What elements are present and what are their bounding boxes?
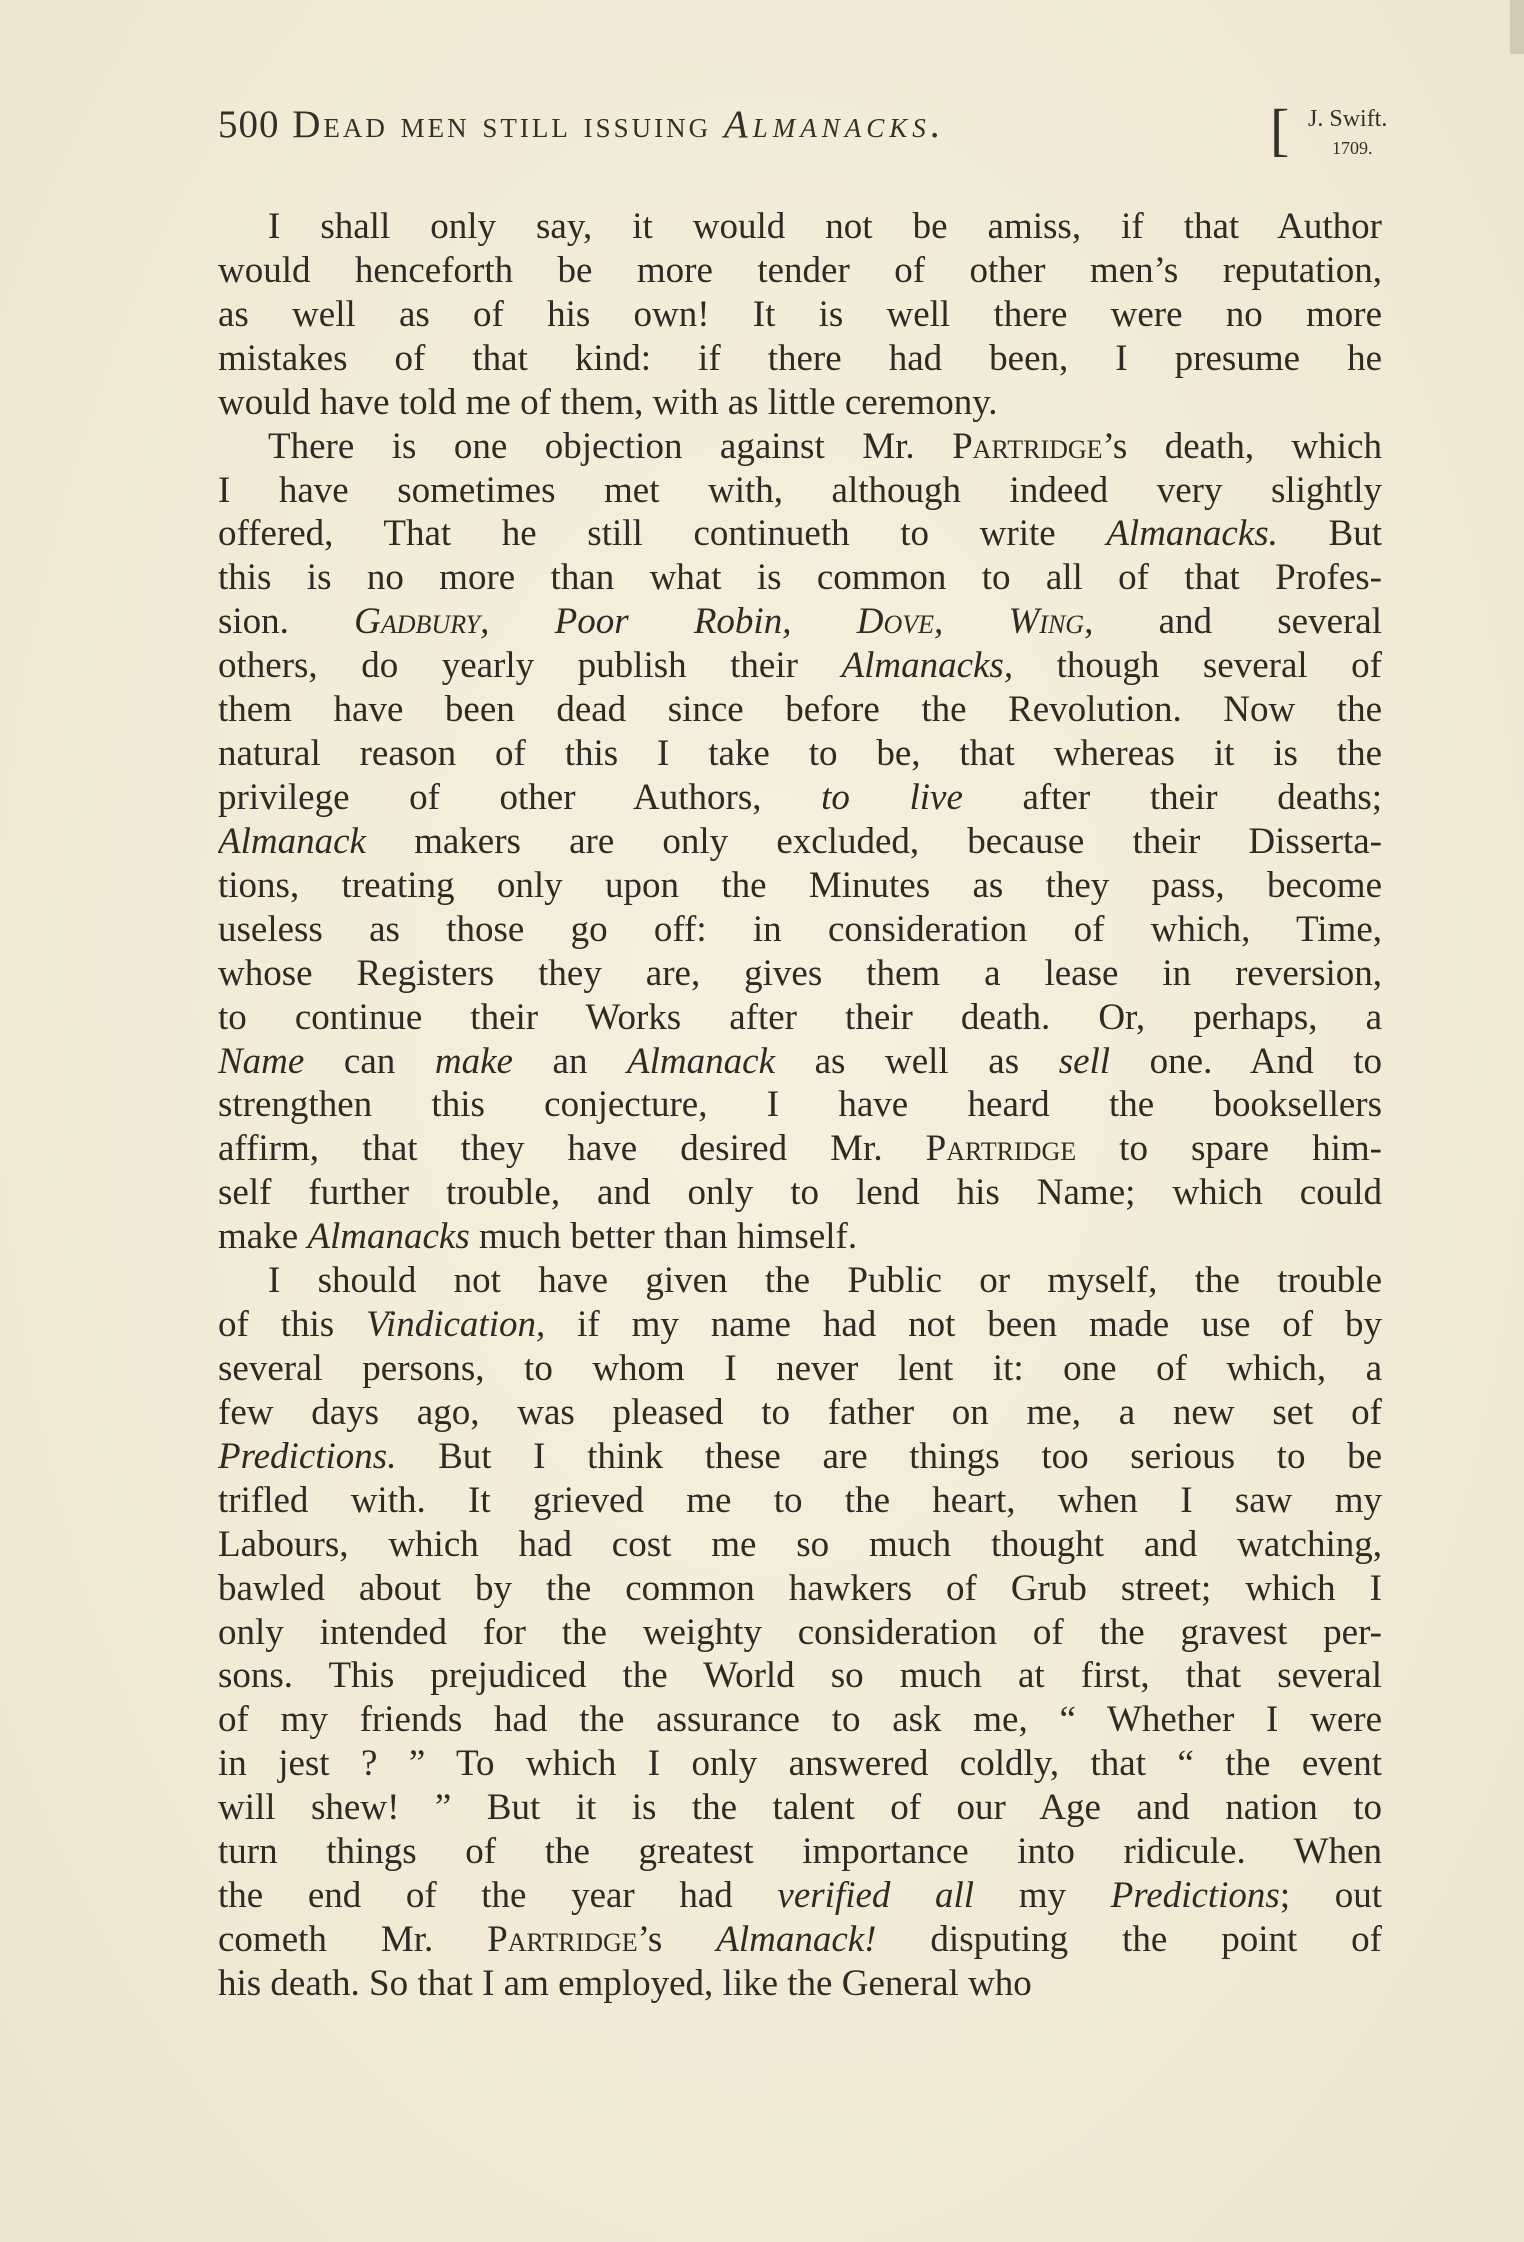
text-line: will shew! ” But it is the talent of our Age and nation to: [218, 1787, 1382, 1829]
text-line: I shall only say, it would not be amiss, if that Author: [268, 206, 1382, 247]
header-title: Dead men still issuing: [292, 103, 712, 146]
text-line: as well as of his own! It is well there were no more: [218, 293, 1382, 335]
text-line: useless as those go off: in consideration of which, Time,: [218, 908, 1382, 950]
text-line: bawled about by the common hawkers of Grub street; which I: [218, 1567, 1382, 1609]
text-line: would have told me of them, with as little ceremony.: [218, 381, 998, 423]
text-line: only intended for the weighty consideration of the gravest per-: [218, 1611, 1382, 1653]
text-line: I have sometimes met with, although indeed very slightly: [218, 469, 1382, 511]
header-title-italic: Almanacks.: [723, 103, 946, 146]
text-line: sons. This prejudiced the World so much at first, that several: [218, 1655, 1382, 1697]
text-line: them have been dead since before the Revolution. Now the: [218, 689, 1382, 731]
running-header: [218, 97, 1394, 174]
text-line: privilege of other Authors, to live after their deaths;: [218, 776, 1382, 818]
text-line: affirm, that they have desired Mr. Partridge to spare him-: [218, 1128, 1382, 1170]
text-line: his death. So that I am employed, like the General who: [218, 1962, 1032, 2004]
text-line: of this Vindication, if my name had not been made use of by: [218, 1304, 1382, 1346]
text-line: of my friends had the assurance to ask me, “ Whether I were: [218, 1699, 1382, 1741]
text-line: whose Registers they are, gives them a lease in reversion,: [218, 952, 1382, 994]
text-line: this is no more than what is common to all of that Profes-: [218, 557, 1382, 599]
text-line: several persons, to whom I never lent it: one of which, a: [218, 1347, 1382, 1389]
body-text: [218, 205, 1382, 2006]
text-line: Name can make an Almanack as well as sell one. And to: [218, 1040, 1382, 1082]
text-line: to continue their Works after their death. Or, perhaps, a: [218, 996, 1382, 1038]
text-line: I should not have given the Public or myself, the trouble: [268, 1260, 1382, 1302]
text-line: cometh Mr. Partridge’s Almanack! disputing the point of: [218, 1918, 1382, 1960]
text-line: trifled with. It grieved me to the heart, when I saw my: [218, 1479, 1382, 1521]
header-bracket: [: [1270, 97, 1290, 162]
header-year-reference: 1709.: [1332, 138, 1373, 158]
text-line: offered, That he still continueth to write Almanacks. But: [218, 513, 1382, 555]
text-line: There is one objection against Mr. Partridge’s death, which: [268, 425, 1382, 467]
text-line: sion. Gadbury, Poor Robin, Dove, Wing, and several: [218, 601, 1382, 643]
page-edge-mark: [1510, 0, 1524, 54]
page-number: 500: [218, 103, 280, 146]
text-line: natural reason of this I take to be, that whereas it is the: [218, 733, 1382, 775]
text-line: Labours, which had cost me so much thought and watching,: [218, 1523, 1382, 1565]
text-line: make Almanacks much better than himself.: [218, 1216, 858, 1258]
text-line: self further trouble, and only to lend his Name; which could: [218, 1172, 1382, 1214]
text-line: Almanack makers are only excluded, because their Disserta-: [218, 820, 1382, 862]
header-author-reference: J. Swift.: [1308, 106, 1388, 132]
text-line: turn things of the greatest importance into ridicule. When: [218, 1831, 1382, 1873]
text-line: tions, treating only upon the Minutes as they pass, become: [218, 864, 1382, 906]
text-line: strengthen this conjecture, I have heard the booksellers: [218, 1084, 1382, 1126]
text-line: Predictions. But I think these are things too serious to be: [218, 1435, 1382, 1477]
text-line: the end of the year had verified all my Predictions; out: [218, 1875, 1382, 1917]
text-line: in jest ? ” To which I only answered coldly, that “ the event: [218, 1743, 1382, 1785]
text-line: mistakes of that kind: if there had been, I presume he: [218, 337, 1382, 379]
text-line: others, do yearly publish their Almanacks, though several of: [218, 645, 1382, 687]
text-line: few days ago, was pleased to father on me, a new set of: [218, 1391, 1382, 1433]
text-line: would henceforth be more tender of other men’s reputation,: [218, 249, 1382, 291]
